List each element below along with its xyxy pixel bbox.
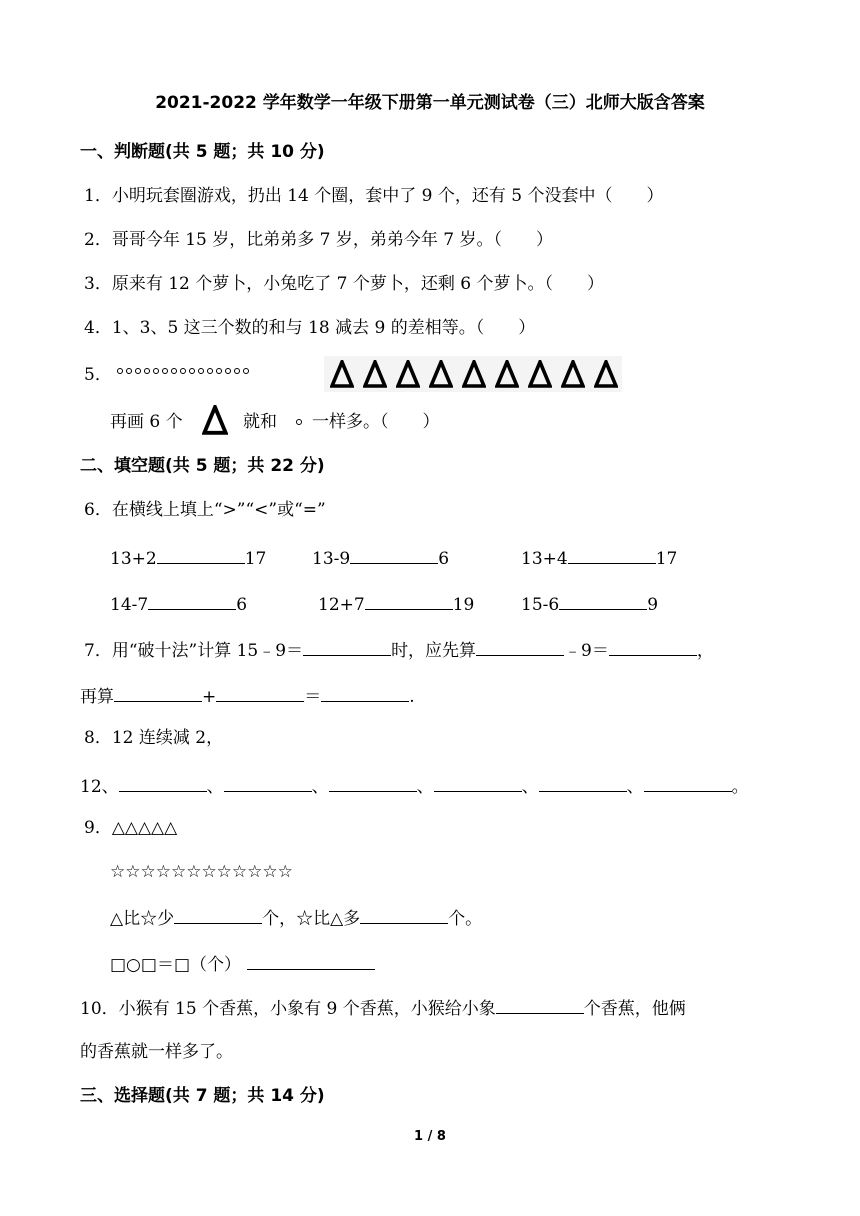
- question-4: 4．1、3、5 这三个数的和与 18 减去 9 的差相等。（ ）: [84, 318, 536, 338]
- answer-blank[interactable]: [119, 773, 207, 792]
- small-circle-icon: [207, 368, 213, 374]
- section3-heading: 三、选择题(共 7 题；共 14 分): [80, 1086, 325, 1106]
- answer-blank[interactable]: [114, 683, 202, 702]
- small-circle-icon: [225, 368, 231, 374]
- q7-text: .: [409, 687, 415, 707]
- section2-heading: 二、填空题(共 5 题；共 22 分): [80, 456, 325, 476]
- question-5-text-a: 再画 6 个: [110, 412, 183, 432]
- q8-sep: 、: [626, 777, 644, 797]
- section1-heading: 一、判断题(共 5 题；共 10 分): [80, 142, 325, 162]
- q7-text: +: [202, 687, 217, 707]
- q10-text: 10．小猴有 15 个香蕉，小象有 9 个香蕉，小猴给小象: [80, 999, 496, 1019]
- question-8: 8．12 连续减 2，: [84, 728, 224, 748]
- q8-text: 。: [731, 777, 749, 797]
- q6-expression: [110, 545, 266, 570]
- question-6: 6．在横线上填上“>”“<”或“=”: [84, 500, 326, 520]
- triangle-icon: [396, 360, 420, 388]
- question-7: [84, 637, 714, 662]
- q6-expression: [521, 591, 658, 616]
- small-circle-icon: [153, 368, 159, 374]
- triangle-icon: [202, 405, 228, 435]
- answer-blank[interactable]: [559, 591, 647, 610]
- answer-blank[interactable]: [321, 683, 409, 702]
- question-9-line3: [110, 905, 482, 930]
- q6-expression: [318, 591, 474, 616]
- q8-text: 12、: [80, 777, 119, 797]
- question-7-line2: [80, 683, 415, 708]
- answer-blank[interactable]: [609, 637, 697, 656]
- question-10-line2: 的香蕉就一样多了。: [80, 1042, 233, 1062]
- question-9-stars: ☆☆☆☆☆☆☆☆☆☆☆☆: [110, 862, 293, 882]
- triangle-icon: [495, 360, 519, 388]
- q9-text: 个。: [448, 909, 483, 929]
- answer-blank[interactable]: [224, 773, 312, 792]
- small-circle-icon: [198, 368, 204, 374]
- small-circle-icon: [296, 419, 302, 425]
- expr-left: 15-6: [521, 595, 560, 615]
- page-title: 2021-2022 学年数学一年级下册第一单元测试卷（三）北师大版含答案: [155, 93, 705, 113]
- answer-blank[interactable]: [247, 951, 375, 970]
- q9-text: □○□＝□（个）: [110, 955, 242, 975]
- small-circle-icon: [216, 368, 222, 374]
- answer-blank[interactable]: [174, 905, 262, 924]
- q7-text: 7．用“破十法”计算 15﹣9＝: [84, 641, 304, 661]
- expr-right: 17: [244, 549, 267, 569]
- expr-left: 12+7: [318, 595, 365, 615]
- question-5-text-c: 一样多。（ ）: [312, 412, 440, 432]
- answer-blank[interactable]: [303, 637, 391, 656]
- q8-sep: 、: [521, 777, 539, 797]
- answer-blank[interactable]: [360, 905, 448, 924]
- q9-text: 个，☆比△多: [262, 909, 361, 929]
- question-9-line4: [110, 951, 375, 976]
- answer-blank[interactable]: [496, 995, 584, 1014]
- q8-sep: 、: [206, 777, 224, 797]
- answer-blank[interactable]: [350, 545, 438, 564]
- expr-right: 19: [452, 595, 475, 615]
- small-circle-icon: [162, 368, 168, 374]
- question-10: [80, 995, 686, 1020]
- expr-left: 13-9: [312, 549, 351, 569]
- triangle-icon: [462, 360, 486, 388]
- q8-sep: 、: [311, 777, 329, 797]
- q7-text: ＝: [304, 687, 322, 707]
- q9-text: △比☆少: [110, 909, 175, 929]
- expr-right: 6: [438, 549, 450, 569]
- triangle-icon: [429, 360, 453, 388]
- triangle-icon: [528, 360, 552, 388]
- circle-row: [117, 368, 249, 374]
- q8-sep: 、: [416, 777, 434, 797]
- answer-blank[interactable]: [644, 773, 732, 792]
- q7-text: ，: [696, 641, 714, 661]
- question-3: 3．原来有 12 个萝卜，小兔吃了 7 个萝卜，还剩 6 个萝卜。（ ）: [84, 274, 605, 294]
- expr-right: 17: [655, 549, 678, 569]
- answer-blank[interactable]: [434, 773, 522, 792]
- expr-left: 13+4: [521, 549, 568, 569]
- q6-expression: [110, 591, 247, 616]
- small-circle-icon: [135, 368, 141, 374]
- small-circle-icon: [126, 368, 132, 374]
- q7-text: ﹣9＝: [564, 641, 609, 661]
- small-circle-icon: [144, 368, 150, 374]
- page-number: 1 / 8: [414, 1129, 446, 1144]
- expr-right: 9: [647, 595, 659, 615]
- question-1: 1．小明玩套圈游戏，扔出 14 个圈，套中了 9 个，还有 5 个没套中（ ）: [84, 186, 664, 206]
- triangle-icon: [330, 360, 354, 388]
- triangle-row: [330, 360, 618, 388]
- q7-text: 时，应先算: [391, 641, 477, 661]
- expr-left: 14-7: [110, 595, 149, 615]
- answer-blank[interactable]: [157, 545, 245, 564]
- answer-blank[interactable]: [216, 683, 304, 702]
- small-circle-icon: [189, 368, 195, 374]
- q6-expression: [312, 545, 449, 570]
- answer-blank[interactable]: [365, 591, 453, 610]
- small-circle-icon: [180, 368, 186, 374]
- small-circle-icon: [234, 368, 240, 374]
- small-circle-icon: [171, 368, 177, 374]
- answer-blank[interactable]: [476, 637, 564, 656]
- triangle-icon: [594, 360, 618, 388]
- small-circle-icon: [117, 368, 123, 374]
- q7-text: 再算: [80, 687, 114, 707]
- q6-expression: [521, 545, 677, 570]
- small-circle-icon: [243, 368, 249, 374]
- q10-text: 个香蕉，他俩: [583, 999, 686, 1019]
- expr-right: 6: [236, 595, 248, 615]
- triangle-icon: [561, 360, 585, 388]
- triangle-icon: [363, 360, 387, 388]
- question-8-line2: [80, 773, 749, 798]
- answer-blank[interactable]: [568, 545, 656, 564]
- answer-blank[interactable]: [148, 591, 236, 610]
- question-9: 9．△△△△△: [84, 818, 178, 838]
- question-2: 2．哥哥今年 15 岁，比弟弟多 7 岁，弟弟今年 7 岁。（ ）: [84, 230, 554, 250]
- answer-blank[interactable]: [539, 773, 627, 792]
- expr-left: 13+2: [110, 549, 157, 569]
- question-5-number: 5．: [84, 365, 112, 385]
- answer-blank[interactable]: [329, 773, 417, 792]
- question-5-text-b: 就和: [243, 412, 277, 432]
